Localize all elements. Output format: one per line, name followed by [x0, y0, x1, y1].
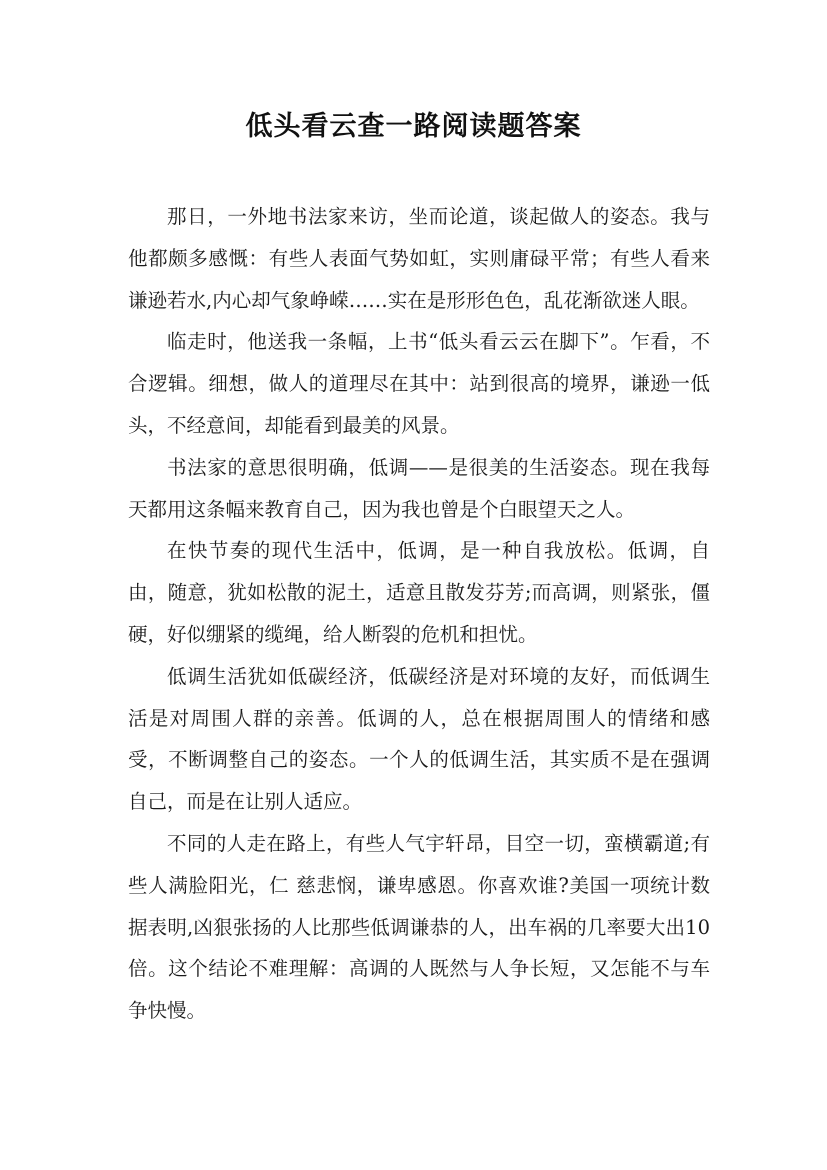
paragraph: 在快节奏的现代生活中，低调，是一种自我放松。低调，自由，随意，犹如松散的泥土，适意且散发芬芳;而高调，则紧张，僵硬，好似绷紧的缆绳，给人断裂的危机和担忧。	[128, 539, 710, 646]
document-title: 低头看云查一路阅读题答案	[245, 111, 582, 142]
paragraph: 那日，一外地书法家来访，坐而论道，谈起做人的姿态。我与他都颇多感慨：有些人表面气势如虹，实则庸碌平常；有些人看来谦逊若水,内心却气象峥嵘……实在是形形色色，乱花渐欲迷人眼。	[128, 205, 710, 312]
paragraph: 低调生活犹如低碳经济，低碳经济是对环境的友好，而低调生活是对周围人群的亲善。低调的人，总在根据周围人的情绪和感受，不断调整自己的姿态。一个人的低调生活，其实质不是在强调自己，而是在让别人适应。	[128, 664, 710, 814]
article-body	[128, 196, 710, 1032]
paragraph: 书法家的意思很明确，低调——是很美的生活姿态。现在我每天都用这条幅来教育自己，因为我也曾是个白眼望天之人。	[128, 455, 710, 521]
paragraph: 不同的人走在路上，有些人气宇轩昂，目空一切，蛮横霸道;有些人满脸阳光，仁 慈悲悯，谦卑感恩。你喜欢谁?美国一项统计数据表明,凶狠张扬的人比那些低调谦恭的人，出车祸的几率要大出10倍。这个结论不难理解：高调的人既然与人争长短，又怎能不与车争快慢。	[128, 831, 710, 1023]
paragraph: 临走时，他送我一条幅，上书“低头看云云在脚下”。乍看，不合逻辑。细想，做人的道理尽在其中：站到很高的境界，谦逊一低 头，不经意间，却能看到最美的风景。	[128, 330, 710, 437]
